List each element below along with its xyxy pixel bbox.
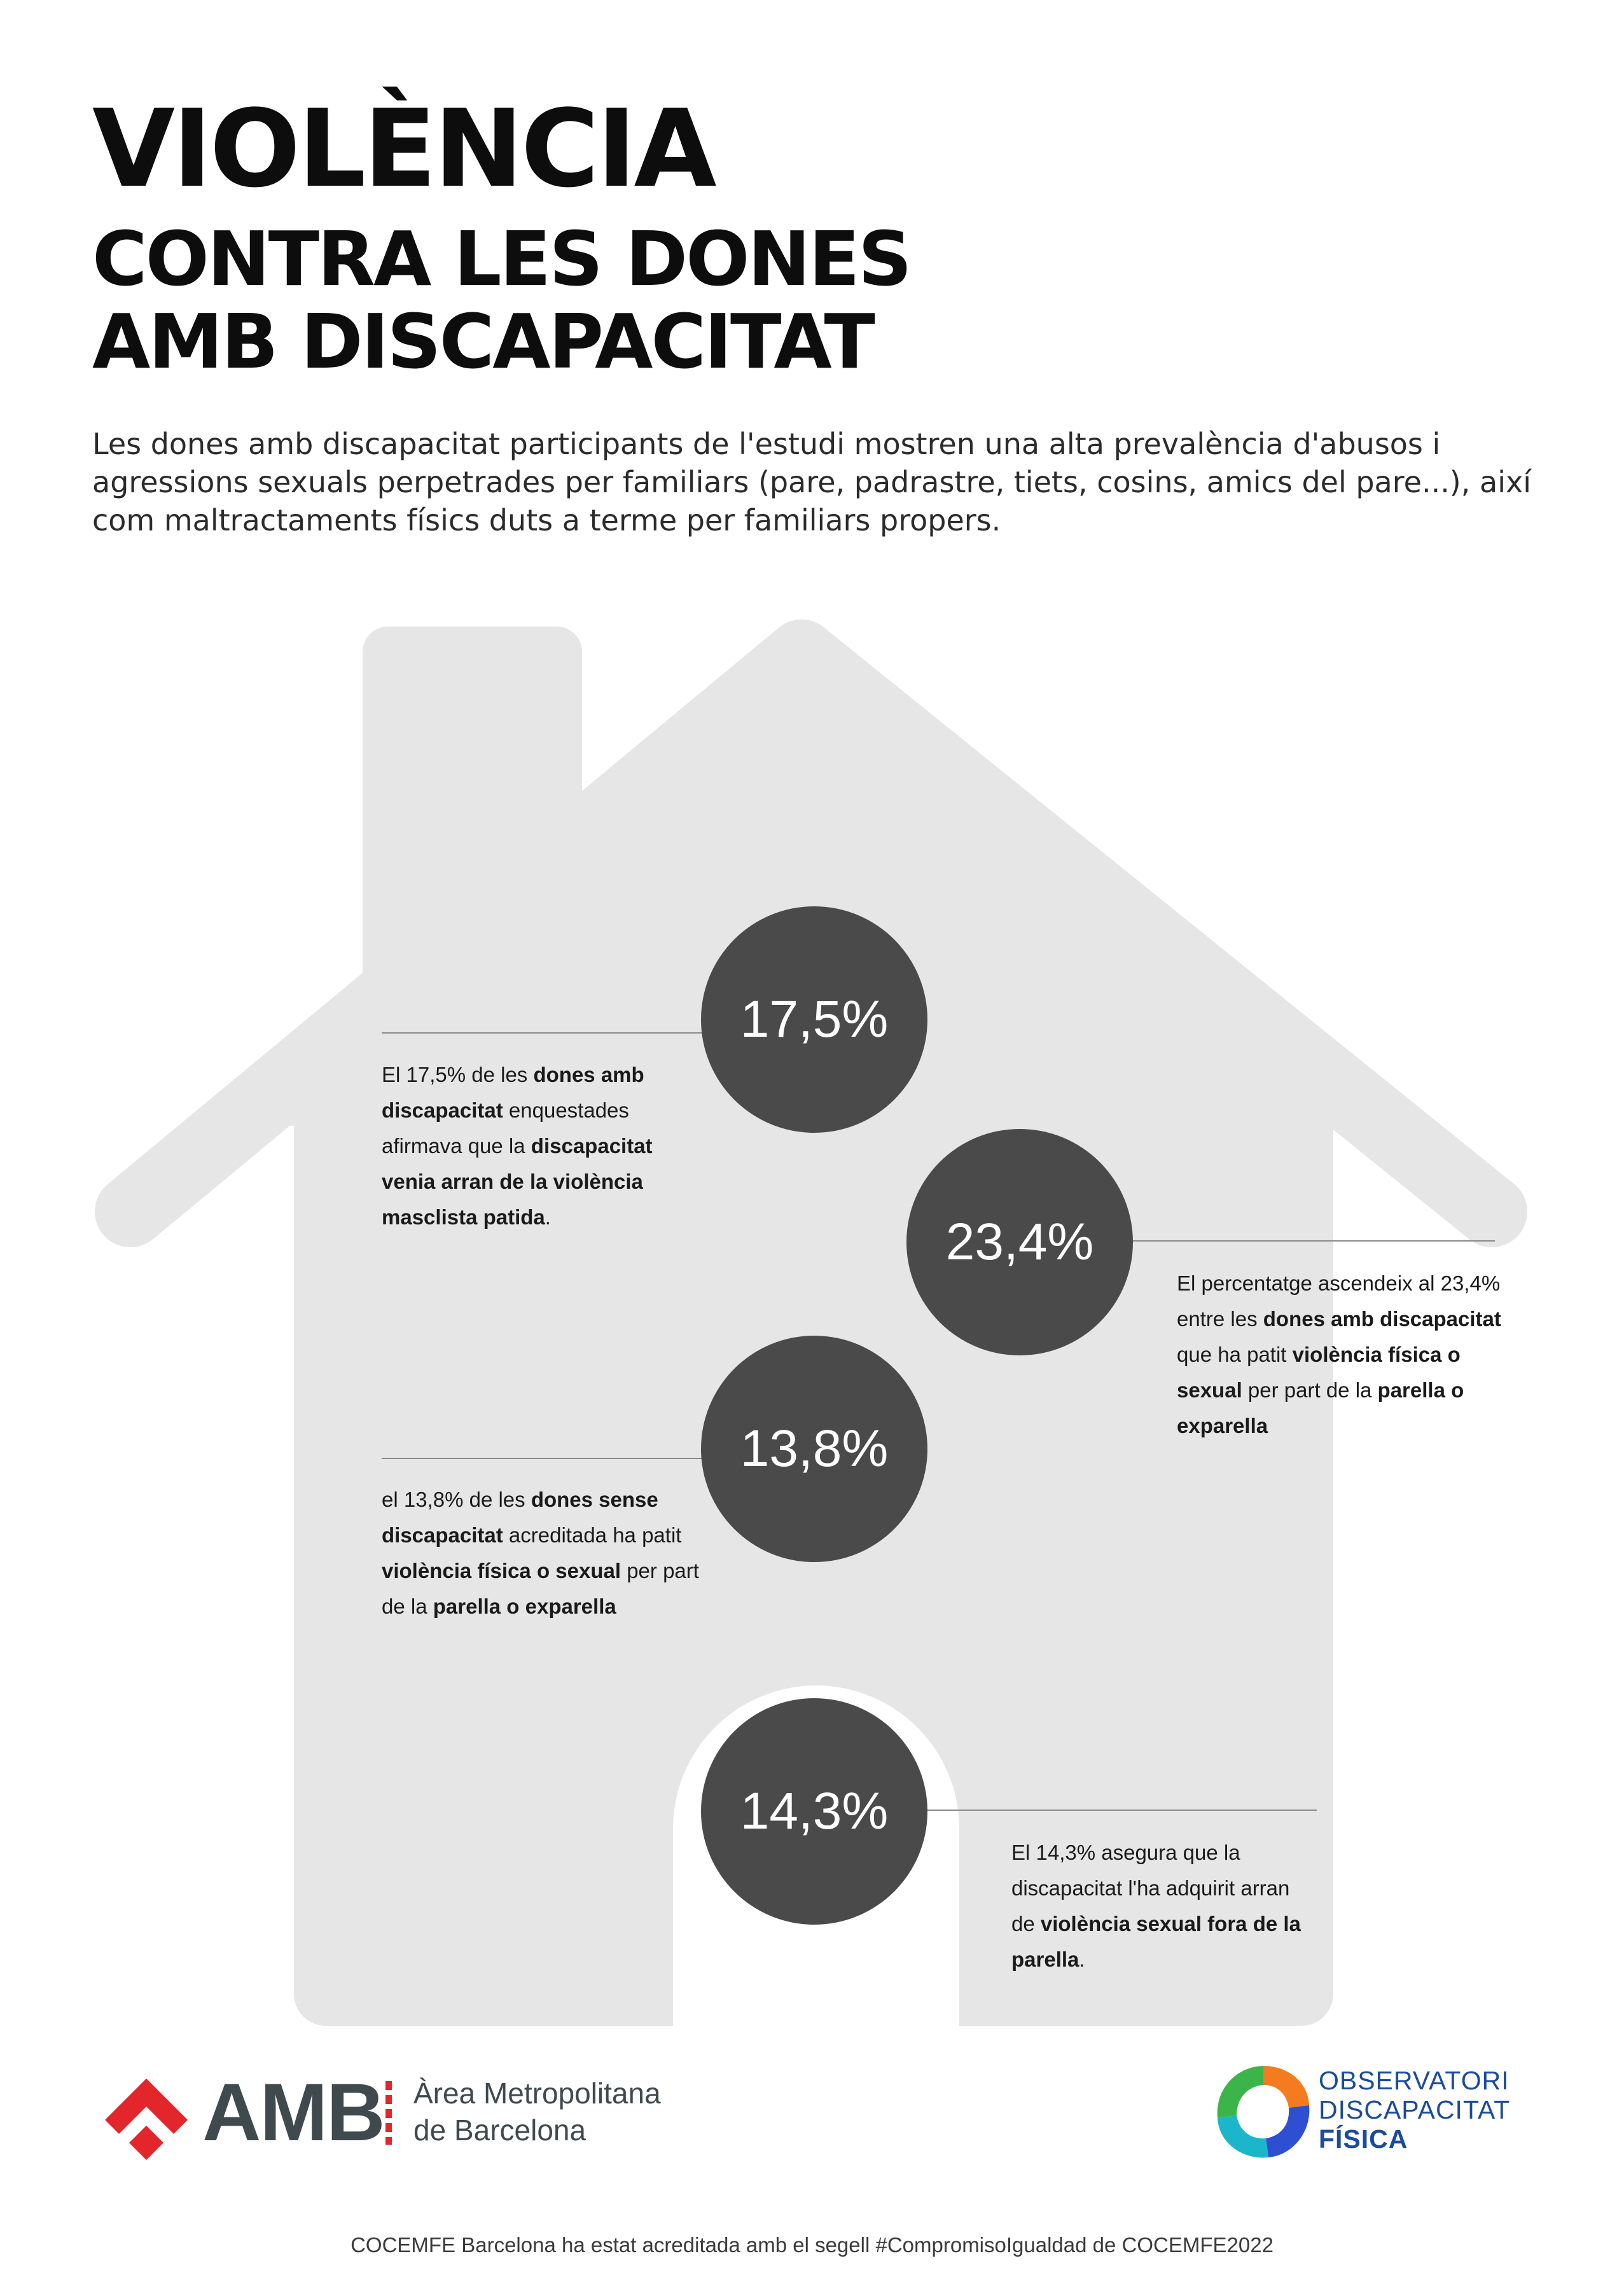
stat-2-text: parella o exparella [1177,1378,1464,1437]
observatori-line-2: DISCAPACITAT [1319,2095,1511,2124]
footer-note: COCEMFE Barcelona ha estat acreditada amb el segell #CompromisoIgualdad de COCEMFE2022 [350,2233,1274,2257]
stat-3-text: el 13,8% de les [382,1488,531,1511]
stat-3-text: acreditada ha patit [503,1523,682,1547]
amb-separator [385,2081,392,2145]
observatori-logo-icon [1212,2061,1314,2163]
stat-2-description [1177,1266,1501,1444]
stat-3-text: parella o exparella [433,1595,616,1618]
stat-2-text: dones amb discapacitat [1263,1307,1501,1331]
stat-3-value: 13,8% [740,1420,889,1478]
stat-2-text: per part de la [1242,1378,1378,1402]
amb-subtitle [413,2075,661,2149]
stat-4-description [1011,1835,1317,1977]
stat-3-text: violència física o sexual [382,1559,621,1582]
stat-4-circle [701,1698,927,1925]
stat-2-circle [906,1129,1133,1355]
stat-1-line [382,1032,738,1034]
stat-1-value: 17,5% [740,990,889,1048]
stat-1-circle [701,906,927,1133]
observatori-wordmark [1319,2066,1510,2154]
stat-1-text: . [545,1205,551,1229]
amb-subtitle-line-2: de Barcelona [413,2114,586,2147]
title-line-3: AMB DISCAPACITAT [92,298,873,385]
intro-paragraph: Les dones amb discapacitat participants de l'estudi mostren una alta prevalència d'abusos i agressions sexuals perpetrades per familiars (pare, padrastre, tiets, cosins, amics del pare...), així com maltractaments físics duts a terme per familiars propers. [92,427,1531,537]
title-line-1: VIOLÈNCIA [92,87,714,211]
stat-3-description [382,1482,712,1624]
stat-3-text: per part de la [382,1559,699,1618]
stat-3-line [382,1458,738,1459]
stat-1-text: enquestades afirmava que la [382,1098,629,1158]
observatori-line-3: FÍSICA [1319,2124,1408,2154]
amb-subtitle-line-1: Àrea Metropolitana [413,2077,661,2110]
stat-1-text: dones amb discapacitat [382,1063,644,1122]
stat-4-text: . [1079,1948,1085,1971]
stat-4-line [926,1810,1317,1811]
amb-wordmark: AMB [202,2067,384,2158]
stat-4-value: 14,3% [740,1782,889,1840]
amb-logo-icon [105,2079,188,2161]
stat-2-text: violència física o sexual [1177,1343,1461,1402]
stat-3-circle [701,1336,927,1562]
stat-1-text: discapacitat venia arran de la violència masclista patida [382,1134,653,1229]
stat-2-value: 23,4% [945,1213,1094,1271]
stat-2-text: El percentatge ascendeix al 23,4% entre les [1177,1271,1501,1331]
stat-1-text: El 17,5% de les [382,1063,534,1086]
title-line-2: CONTRA LES DONES [92,215,910,303]
stat-4-text: violència sexual fora de la parella [1011,1912,1301,1971]
stat-2-text: que ha patit [1177,1343,1293,1366]
stat-4-text: El 14,3% asegura que la discapacitat l'ha adquirit arran de [1011,1841,1290,1935]
stat-1-description [382,1057,681,1235]
stat-3-text: dones sense discapacitat [382,1488,658,1547]
observatori-line-1: OBSERVATORI [1319,2066,1509,2095]
